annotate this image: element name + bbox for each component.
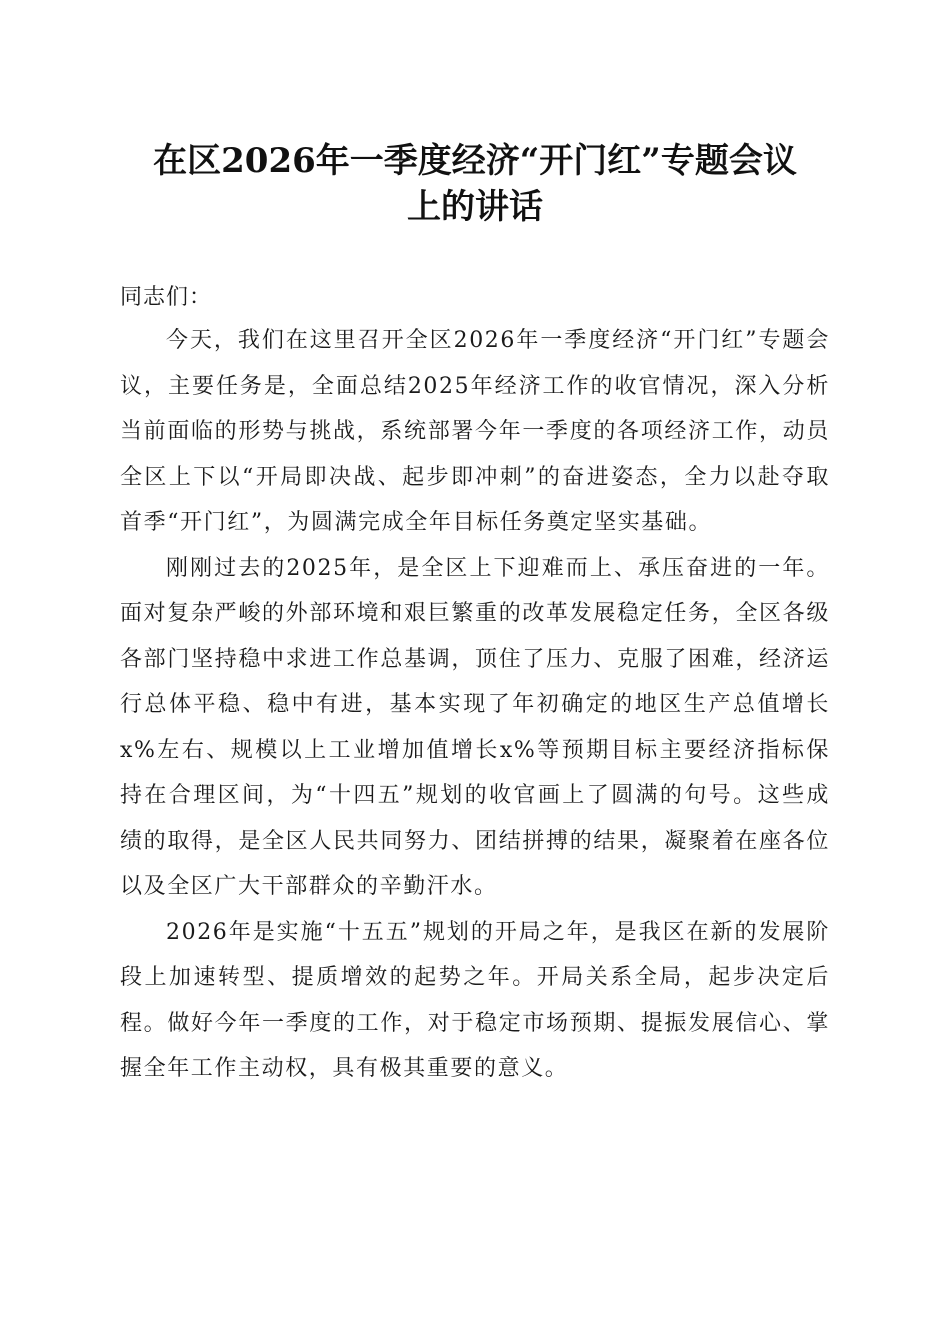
document-title <box>120 138 830 230</box>
paragraph-3: 2026年是实施“十五五”规划的开局之年，是我区在新的发展阶段上加速转型、提质增效的起势之年。开局关系全局，起步决定后程。做好今年一季度的工作，对于稳定市场预期、提振发展信心、掌握全年工作主动权，具有极其重要的意义。 <box>120 919 830 1081</box>
title-line-1: 在区2026年一季度经济“开门红”专题会议 <box>153 141 797 181</box>
paragraph-2: 刚刚过去的2025年，是全区上下迎难而上、承压奋进的一年。面对复杂严峻的外部环境和艰巨繁重的改革发展稳定任务，全区各级各部门坚持稳中求进工作总基调，顶住了压力、克服了困难，经济运行总体平稳、稳中有进，基本实现了年初确定的地区生产总值增长x%左右、规模以上工业增加值增长x%等预期目标主要经济指标保持在合理区间，为“十四五”规划的收官画上了圆满的句号。这些成绩的取得，是全区人民共同努力、团结拼搏的结果，凝聚着在座各位以及全区广大干部群众的辛勤汗水。 <box>120 555 830 899</box>
document-page <box>120 138 830 1092</box>
title-line-2: 上的讲话 <box>407 187 543 227</box>
paragraph-1: 今天，我们在这里召开全区2026年一季度经济“开门红”专题会议，主要任务是，全面总结2025年经济工作的收官情况，深入分析当前面临的形势与挑战，系统部署今年一季度的各项经济工作，动员全区上下以“开局即决战、起步即冲刺”的奋进姿态，全力以赴夺取首季“开门红”，为圆满完成全年目标任务奠定坚实基础。 <box>120 328 830 535</box>
salutation: 同志们： <box>120 285 213 310</box>
